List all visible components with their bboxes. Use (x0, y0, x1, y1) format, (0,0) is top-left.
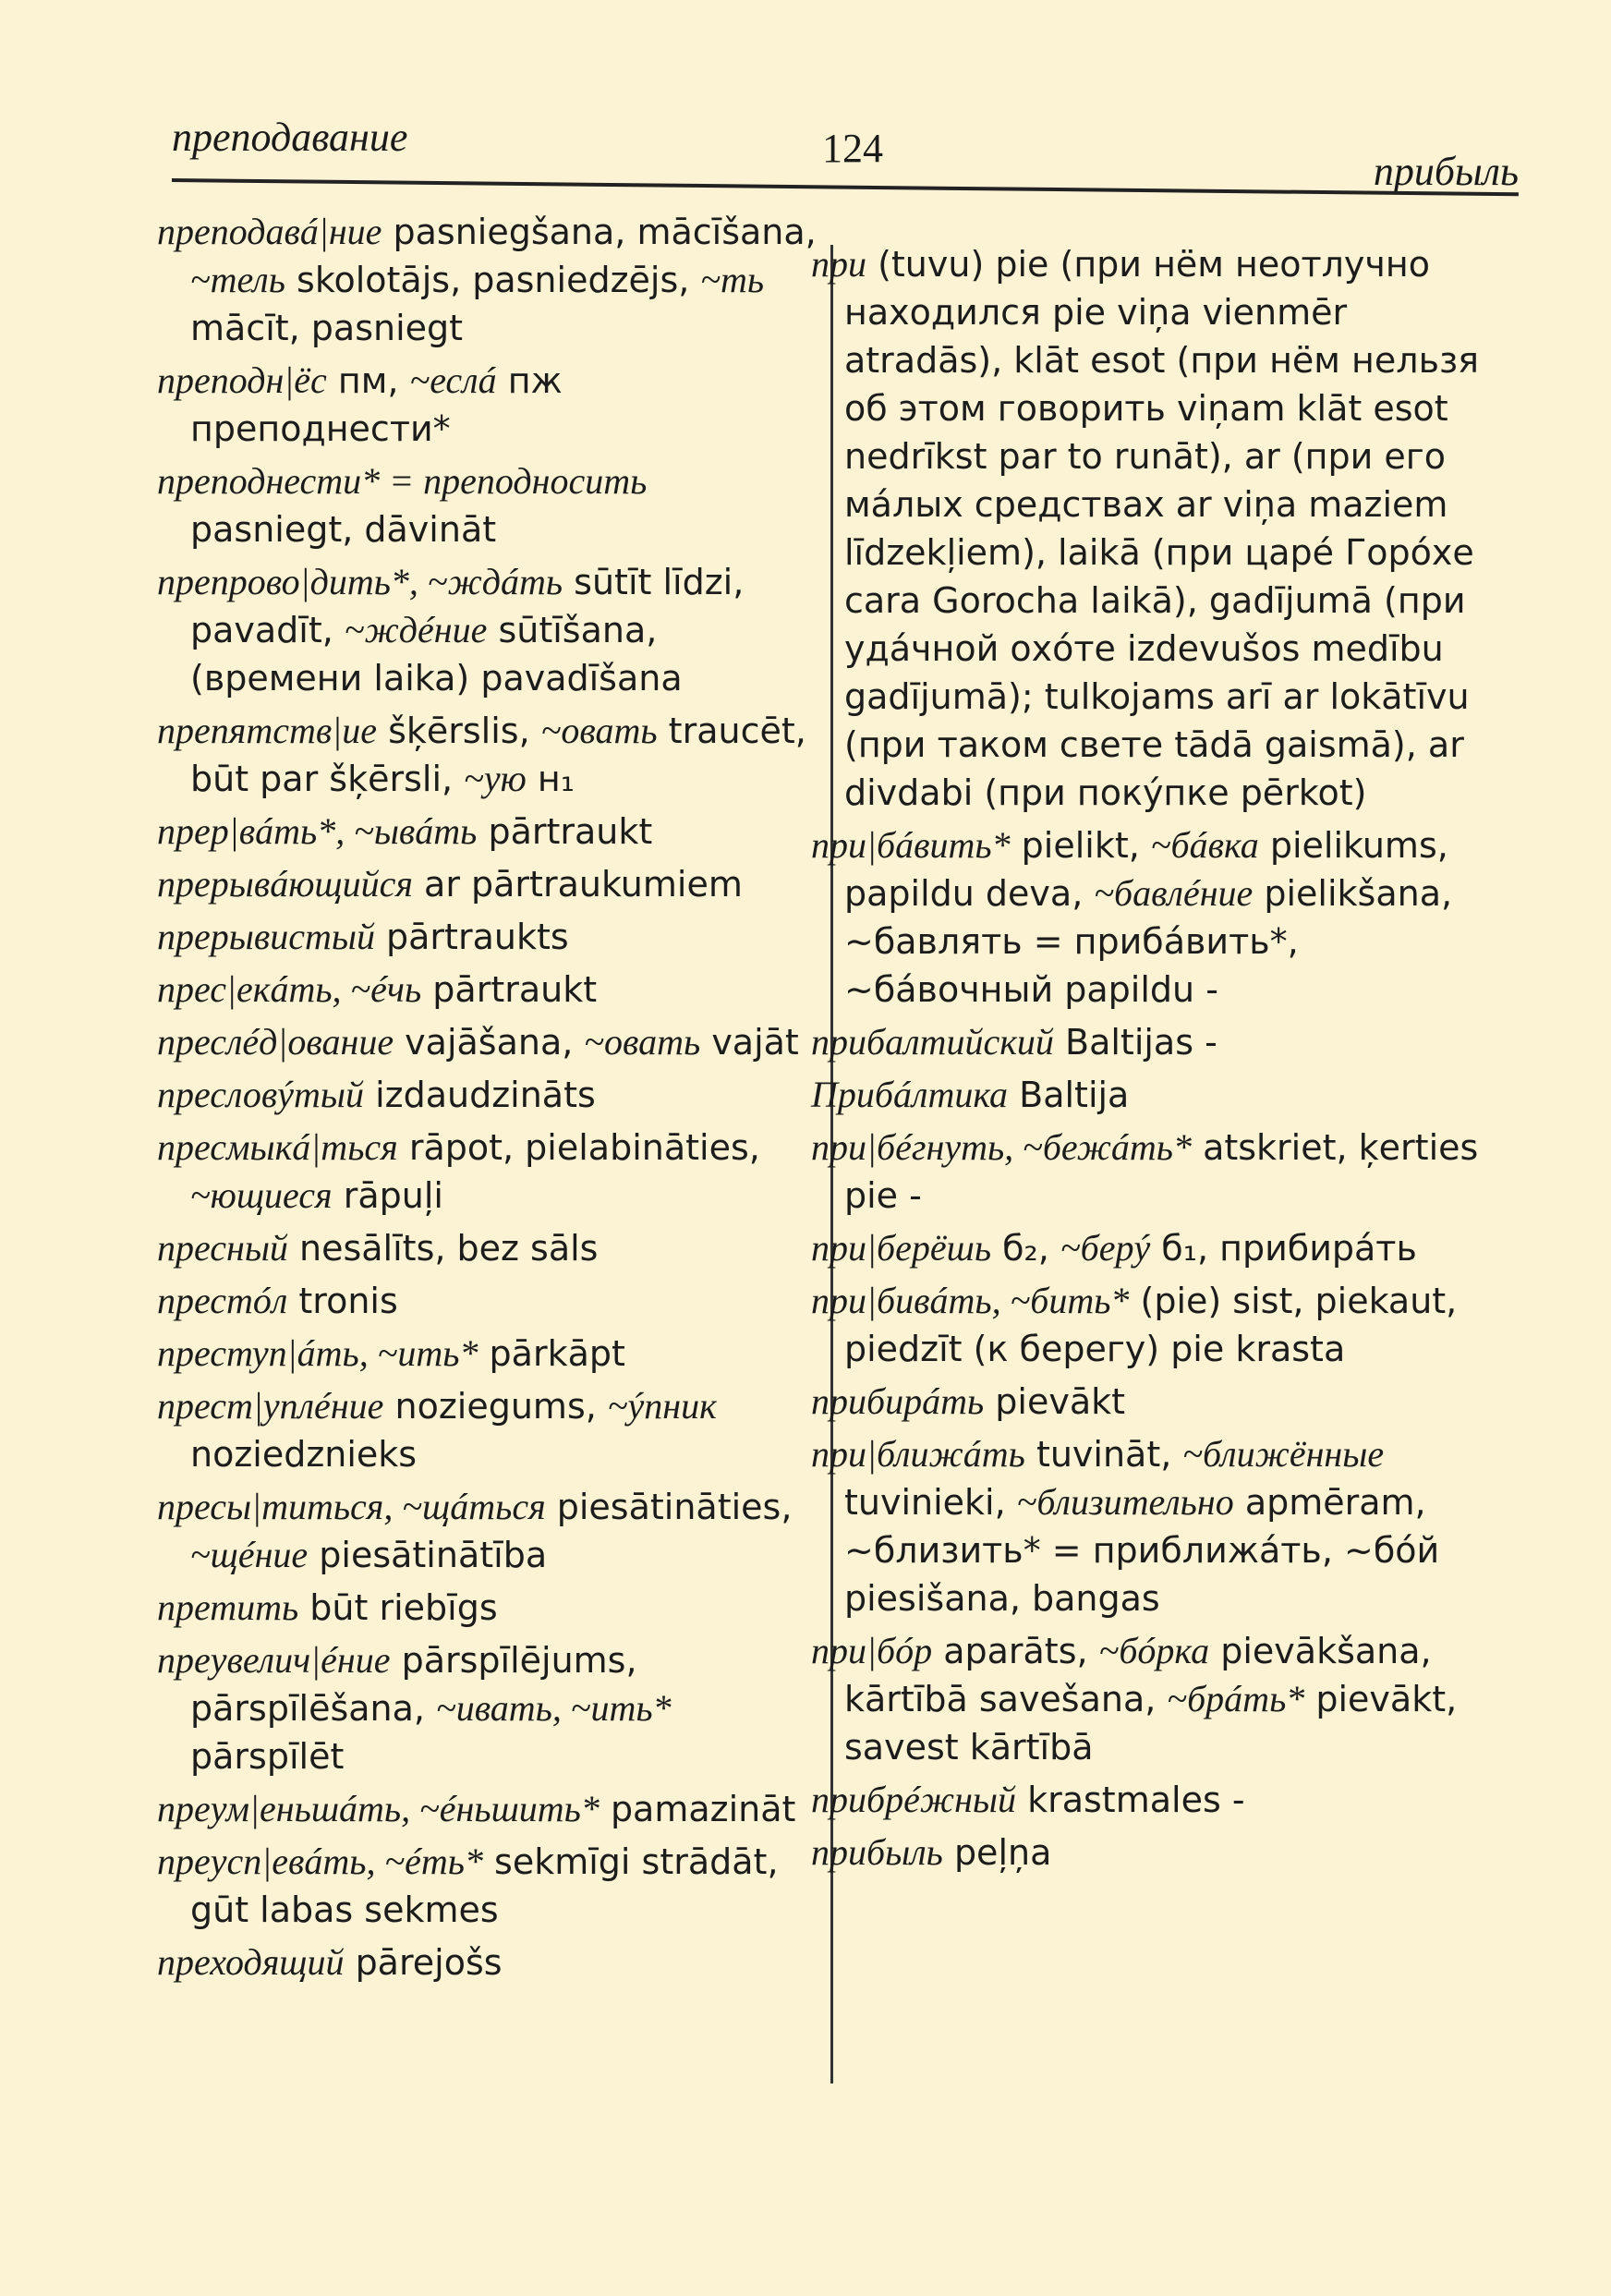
latvian-translation: pārspīlējums, pārspīlēšana, (190, 1640, 637, 1729)
latvian-translation: atskriet, ķerties pie - (844, 1127, 1479, 1216)
latvian-translation: tuvinieki, (844, 1482, 1017, 1523)
dictionary-entry (157, 558, 818, 702)
dictionary-entry (157, 1838, 818, 1934)
russian-headword: ~бавлéние (1094, 872, 1254, 914)
russian-headword: прест|уплéние (157, 1385, 384, 1427)
russian-headword: преум|еньшáть, (157, 1788, 420, 1829)
latvian-translation: piesātinātība (308, 1535, 548, 1575)
dictionary-entry (157, 1224, 818, 1272)
russian-headword: преподн|ёс (157, 359, 327, 401)
latvian-translation: pārtraukt (421, 969, 598, 1010)
russian-headword: ~éчь (350, 968, 422, 1010)
russian-headword: ~бежáть* (1023, 1126, 1192, 1168)
dictionary-entry (811, 1018, 1506, 1066)
latvian-translation: б₂, (991, 1228, 1060, 1269)
russian-headword: прибыль (811, 1831, 943, 1873)
russian-headword: ~ющиеся (190, 1174, 333, 1216)
russian-headword: при|бóр (811, 1630, 933, 1671)
russian-headword: ~бить* (1010, 1280, 1130, 1321)
russian-headword: ~еслá (409, 359, 497, 401)
latvian-translation: rāpot, pielabināties, (397, 1127, 760, 1168)
russian-headword: препятств|ие (157, 710, 377, 751)
dictionary-entry (157, 1330, 818, 1378)
russian-headword: Прибáлтика (811, 1074, 1009, 1115)
russian-headword: ~овать (584, 1021, 701, 1063)
dictionary-entry (157, 457, 818, 553)
dictionary-entry (811, 1277, 1506, 1373)
dictionary-entry (157, 1018, 818, 1066)
dictionary-entry (811, 1776, 1506, 1824)
dictionary-entry (157, 1785, 818, 1833)
russian-headword: претить (157, 1586, 299, 1628)
header-left-word: преподавание (172, 115, 408, 160)
latvian-translation: pamazināt (599, 1789, 796, 1829)
latvian-translation: pasniegt, dāvināt (190, 509, 497, 550)
dictionary-entry (811, 1224, 1506, 1272)
russian-headword: ~ить* (377, 1332, 478, 1374)
latvian-translation: pielikums, papildu deva, (844, 825, 1448, 914)
dictionary-entry (157, 357, 818, 453)
latvian-translation: pārejošs (344, 1942, 503, 1983)
dictionary-entry (157, 966, 818, 1014)
dictionary-entry (157, 913, 818, 961)
russian-headword: ~брáть* (1167, 1678, 1305, 1719)
russian-headword: преслéд|ование (157, 1021, 394, 1063)
latvian-translation: sekmīgi strādāt, gūt labas sekmes (190, 1841, 779, 1930)
russian-headword: преусп|евáть, (157, 1840, 385, 1882)
dictionary-entry (811, 1828, 1506, 1877)
latvian-translation: sūtīšana, (времени laika) pavadīšana (190, 610, 683, 699)
russian-headword: при|бéгнуть, (811, 1126, 1024, 1168)
russian-headword: ~щáться (402, 1486, 546, 1527)
latvian-translation: pievākšana, kārtībā savešana, (844, 1631, 1432, 1719)
dictionary-entry (157, 1636, 818, 1780)
russian-headword: пресмыкá|ться (157, 1126, 398, 1168)
dictionary-entry (157, 707, 818, 803)
latvian-translation: б₁, прибирáть (1150, 1228, 1417, 1269)
latvian-translation: traucēt, būt par šķērsli, (190, 711, 806, 799)
latvian-translation: (pie) sist, piekaut, piedzīt (к берегу) pie krasta (844, 1281, 1458, 1369)
russian-headword: прибрéжный (811, 1779, 1017, 1820)
dictionary-entry (811, 821, 1506, 1014)
header-right-word: прибыль (1373, 149, 1519, 194)
russian-headword: при|берёшь (811, 1227, 992, 1269)
latvian-translation: pielikt, (1010, 825, 1151, 866)
russian-headword: ~близительно (1016, 1481, 1234, 1523)
dictionary-entry (811, 1627, 1506, 1771)
latvian-translation: pievākt (984, 1381, 1126, 1422)
russian-headword: прес|екáть, (157, 968, 351, 1010)
latvian-translation: tuvināt, (1024, 1434, 1183, 1475)
russian-headword: прерывистый (157, 916, 375, 957)
latvian-translation: pārtraukt (477, 811, 653, 852)
russian-headword: ~овать (540, 710, 658, 751)
latvian-translation: apmēram, ~близить* = приближáть, ~бóй piesišana, bangas (844, 1482, 1440, 1619)
dictionary-entry (157, 1382, 818, 1478)
latvian-translation: пж преподнести* (190, 360, 563, 449)
dictionary-entry (811, 1124, 1506, 1220)
dictionary-entry (157, 1584, 818, 1632)
dictionary-entry (157, 1483, 818, 1579)
russian-headword: прибирáть (811, 1380, 985, 1422)
latvian-translation: пм, (326, 360, 410, 401)
russian-headword: при (811, 243, 866, 285)
latvian-translation: sūtīt līdzi, pavadīt, (190, 562, 745, 650)
latvian-translation: peļņa (942, 1832, 1052, 1873)
latvian-translation: pārkāpt (478, 1333, 625, 1374)
latvian-translation: ar pārtraukumiem (412, 864, 743, 905)
russian-headword: при|бáвить* (811, 824, 1011, 866)
dictionary-entry (157, 1277, 818, 1325)
latvian-translation: būt riebīgs (298, 1587, 498, 1628)
russian-headword: пресловýтый (157, 1074, 365, 1115)
russian-headword: ~ближённые (1182, 1433, 1385, 1475)
russian-headword: при|ближáть (811, 1433, 1025, 1475)
russian-headword: преступ|áть, (157, 1332, 378, 1374)
latvian-translation: noziegums, (383, 1386, 608, 1427)
russian-headword: прер|вáть*, (157, 810, 355, 852)
latvian-translation: Baltija (1008, 1075, 1130, 1115)
russian-headword: преувелич|éние (157, 1639, 391, 1681)
russian-headword: ~ть (700, 259, 765, 300)
russian-headword: ~ую (464, 758, 527, 799)
latvian-translation: vajāšana, (394, 1022, 585, 1063)
russian-headword: ~бóрка (1098, 1630, 1210, 1671)
latvian-translation: pielikšana, ~бавлять = прибáвить*, ~бáвочный papildu - (844, 873, 1453, 1010)
latvian-translation: nesālīts, bez sāls (287, 1228, 599, 1269)
latvian-translation: šķērslis, (377, 711, 541, 751)
latvian-translation: vajāt (700, 1022, 799, 1063)
dictionary-entry (157, 860, 818, 908)
russian-headword: ~тель (190, 259, 285, 300)
latvian-translation: mācīt, pasniegt (190, 308, 464, 348)
latvian-translation: Baltijas - (1053, 1022, 1217, 1063)
russian-headword: ~щéние (190, 1534, 309, 1575)
latvian-translation: н₁ (526, 759, 575, 799)
dictionary-entry (811, 1430, 1506, 1622)
russian-headword: пресный (157, 1227, 288, 1269)
russian-headword: преподавá|ние (157, 211, 382, 252)
dictionary-entry (157, 1071, 818, 1119)
dictionary-entry (157, 1938, 818, 1986)
latvian-translation: pārtraukts (374, 917, 569, 957)
latvian-translation: krastmales - (1016, 1780, 1245, 1820)
left-column (157, 208, 818, 1991)
latvian-translation: piesātināties, (545, 1487, 793, 1527)
latvian-translation: rāpuļi (332, 1175, 443, 1216)
russian-headword: ~ýпник (607, 1385, 717, 1427)
latvian-translation: pievākt, savest kārtībā (844, 1679, 1458, 1768)
russian-headword: прибалтийский (811, 1021, 1054, 1063)
russian-headword: прерывáющийся (157, 863, 413, 905)
dictionary-entry (157, 808, 818, 856)
russian-headword: пресы|титься, (157, 1486, 403, 1527)
dictionary-entry (811, 1071, 1506, 1119)
dictionary-entry (811, 240, 1506, 817)
latvian-translation: tronis (287, 1281, 398, 1321)
right-column (811, 240, 1506, 1881)
russian-headword: при|бивáть, (811, 1280, 1011, 1321)
russian-headword: ~ывáть (354, 810, 478, 852)
latvian-translation: skolotājs, pasniedzējs, (285, 260, 701, 300)
header-rule (172, 178, 1519, 196)
latvian-translation: pasniegšana, mācīšana, (382, 212, 817, 252)
russian-headword: ~ивать, ~ить* (436, 1687, 672, 1729)
russian-headword: ~éньшить* (419, 1788, 600, 1829)
russian-headword: ~ждéние (344, 609, 488, 650)
latvian-translation: (tuvu) pie (при нём неотлучно находился pie viņa vienmēr atradās), klāt esot (при нём нельзя об этом говорить viņam klāt esot nedrīkst par to runāt), ar (при его мáлых средствах ar viņa maziem līdzekļiem), laikā (при царé Горóхе cara Gorocha laikā), gadījumā (при удáчной охóте izdevušos medību gadījumā); tulkojams arī ar lokātīvu (при таком свете tādā gaismā), ar divdabi (при покýпке pērkot) (844, 244, 1480, 813)
russian-headword: ~берý (1060, 1227, 1151, 1269)
dictionary-entry (157, 208, 818, 352)
page-number: 124 (822, 126, 883, 171)
latvian-translation: izdaudzināts (364, 1075, 596, 1115)
russian-headword: препрово|дить*, (157, 561, 428, 602)
russian-headword: преходящий (157, 1941, 345, 1983)
dictionary-entry (811, 1378, 1506, 1426)
russian-headword: ~бáвка (1150, 824, 1259, 866)
russian-headword: престóл (157, 1280, 288, 1321)
latvian-translation: pārspīlēt (190, 1736, 345, 1777)
dictionary-entry (157, 1124, 818, 1220)
russian-headword: преподнести* = преподносить (157, 460, 648, 502)
latvian-translation: aparāts, (932, 1631, 1099, 1671)
russian-headword: ~ждáть (427, 561, 563, 602)
russian-headword: ~éть* (384, 1840, 483, 1882)
latvian-translation: noziedznieks (190, 1434, 418, 1475)
